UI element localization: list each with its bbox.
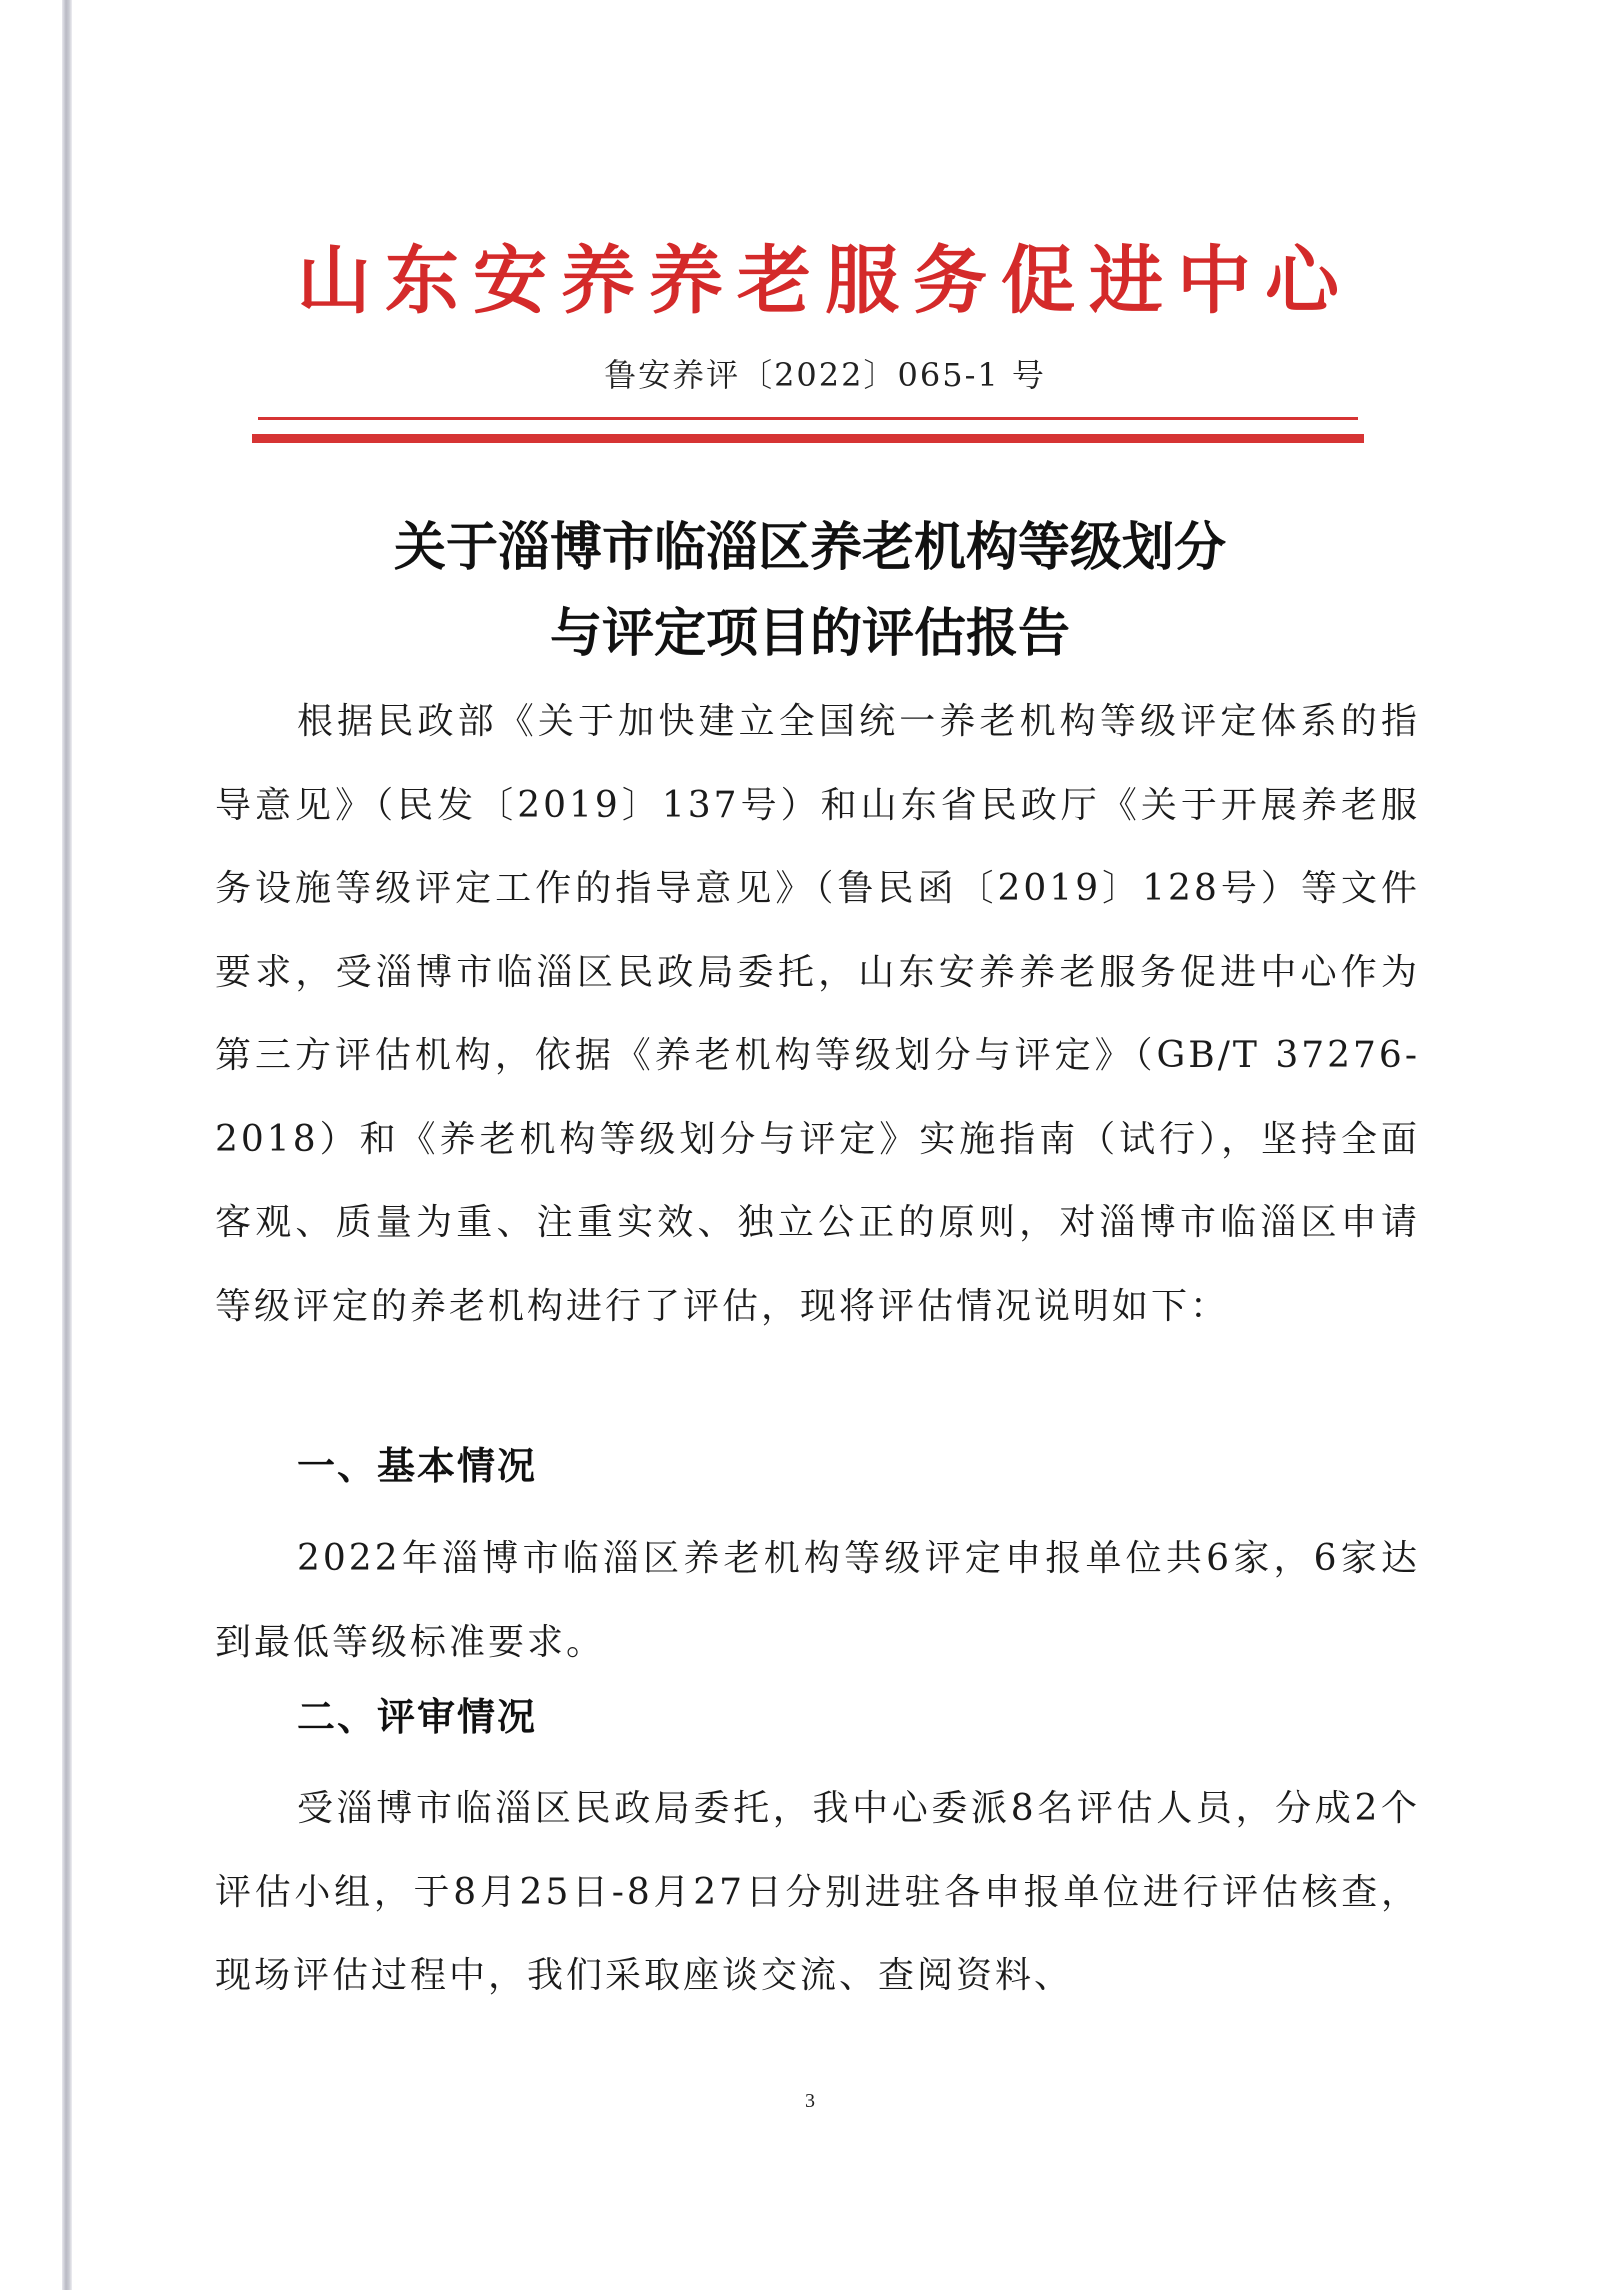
letterhead-rule-thick <box>252 434 1364 443</box>
section-heading-basic-info: 一、基本情况 <box>297 1444 538 1488</box>
letterhead-org-name: 山东安养养老服务促进中心 <box>297 238 1353 324</box>
title-line-1: 关于淄博市临淄区养老机构等级划分 <box>393 518 1226 578</box>
section2-paragraph: 受淄博市临淄区民政局委托，我中心委派8名评估人员，分成2个评估小组，于8月25日-8月27日分别进驻各申报单位进行评估核查，现场评估过程中，我们采取座谈交流、查阅资料、 <box>215 1788 1420 1996</box>
document-title <box>260 505 1360 677</box>
section1-paragraph: 2022年淄博市临淄区养老机构等级评定申报单位共6家，6家达到最低等级标准要求。 <box>215 1538 1420 1663</box>
intro-paragraph: 根据民政部《关于加快建立全国统一养老机构等级评定体系的指导意见》（民发〔2019〕137号）和山东省民政厅《关于开展养老服务设施等级评定工作的指导意见》（鲁民函〔2019〕128号）等文件要求，受淄博市临淄区民政局委托，山东安养养老服务促进中心作为第三方评估机构，依据《养老机构等级划分与评定》（GB/T 37276-2018）和《养老机构等级划分与评定》实施指南（试行），坚持全面客观、质量为重、注重实效、独立公正的原则，对淄博市临淄区申请等级评定的养老机构进行了评估，现将评估情况说明如下： <box>215 701 1420 1327</box>
section-heading-review: 二、评审情况 <box>297 1695 538 1739</box>
document-number: 鲁安养评〔2022〕065-1 号 <box>604 356 1046 394</box>
title-line-2: 与评定项目的评估报告 <box>549 604 1070 664</box>
letterhead-rule-thin <box>258 417 1358 420</box>
binding-edge <box>62 0 72 2290</box>
page-number: 3 <box>805 2090 815 2112</box>
